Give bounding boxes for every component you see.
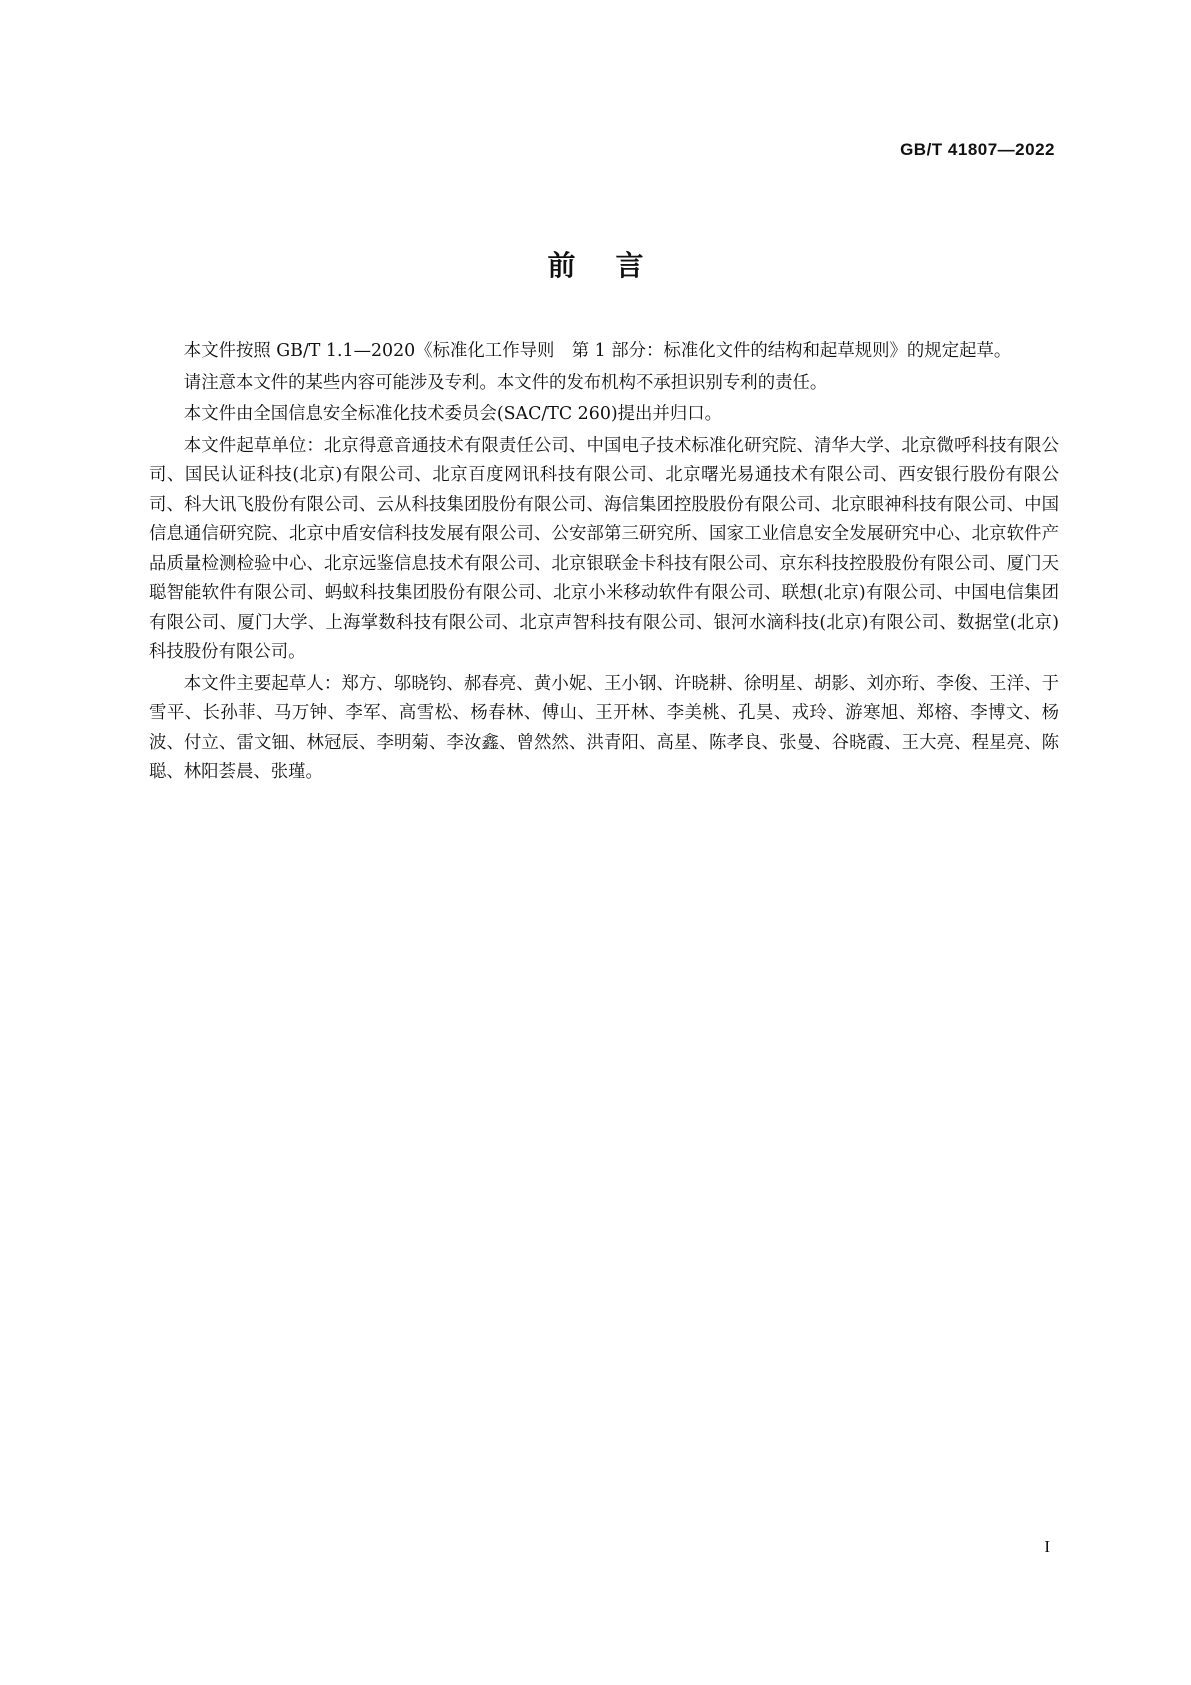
paragraph-drafting-rules: 本文件按照 GB/T 1.1—2020《标准化工作导则 第 1 部分：标准化文件的结构和起草规则》的规定起草。 xyxy=(183,341,1012,361)
paragraph-proposer: 本文件由全国信息安全标准化技术委员会(SAC/TC 260)提出并归口。 xyxy=(183,404,723,424)
paragraph-patent-notice: 请注意本文件的某些内容可能涉及专利。本文件的发布机构不承担识别专利的责任。 xyxy=(183,372,828,393)
page-title: 前言 xyxy=(547,249,684,282)
paragraph-drafters: 本文件主要起草人：郑方、邬晓钧、郝春亮、黄小妮、王小钢、许晓耕、徐明星、胡影、刘亦珩、李俊、王洋、于雪平、长孙菲、马万钟、李军、高雪松、杨春林、傅山、王开林、李美桃、孔昊、戎玲、游寒旭、郑榕、李博文、杨波、付立、雷文钿、林冠辰、李明菊、李汝鑫、曾然然、洪青阳、高星、陈孝良、张曼、谷晓霞、王大亮、程星亮、陈聪、林阳荟晨、张瑾。 xyxy=(149,673,1059,782)
page-number: I xyxy=(1044,1537,1050,1556)
paragraph-drafting-units: 本文件起草单位：北京得意音通技术有限责任公司、中国电子技术标准化研究院、清华大学、北京微呼科技有限公司、国民认证科技(北京)有限公司、北京百度网讯科技有限公司、北京曙光易通技术有限公司、西安银行股份有限公司、科大讯飞股份有限公司、云从科技集团股份有限公司、海信集团控股股份有限公司、北京眼神科技有限公司、中国信息通信研究院、北京中盾安信科技发展有限公司、公安部第三研究所、国家工业信息安全发展研究中心、北京软件产品质量检测检验中心、北京远鉴信息技术有限公司、北京银联金卡科技有限公司、京东科技控股股份有限公司、厦门天聪智能软件有限公司、蚂蚁科技集团股份有限公司、北京小米移动软件有限公司、联想(北京)有限公司、中国电信集团有限公司、厦门大学、上海掌数科技有限公司、北京声智科技有限公司、银河水滴科技(北京)有限公司、数据堂(北京)科技股份有限公司。 xyxy=(149,435,1059,662)
foreword-body xyxy=(149,337,1059,790)
standard-number: GB/T 41807—2022 xyxy=(900,140,1055,159)
